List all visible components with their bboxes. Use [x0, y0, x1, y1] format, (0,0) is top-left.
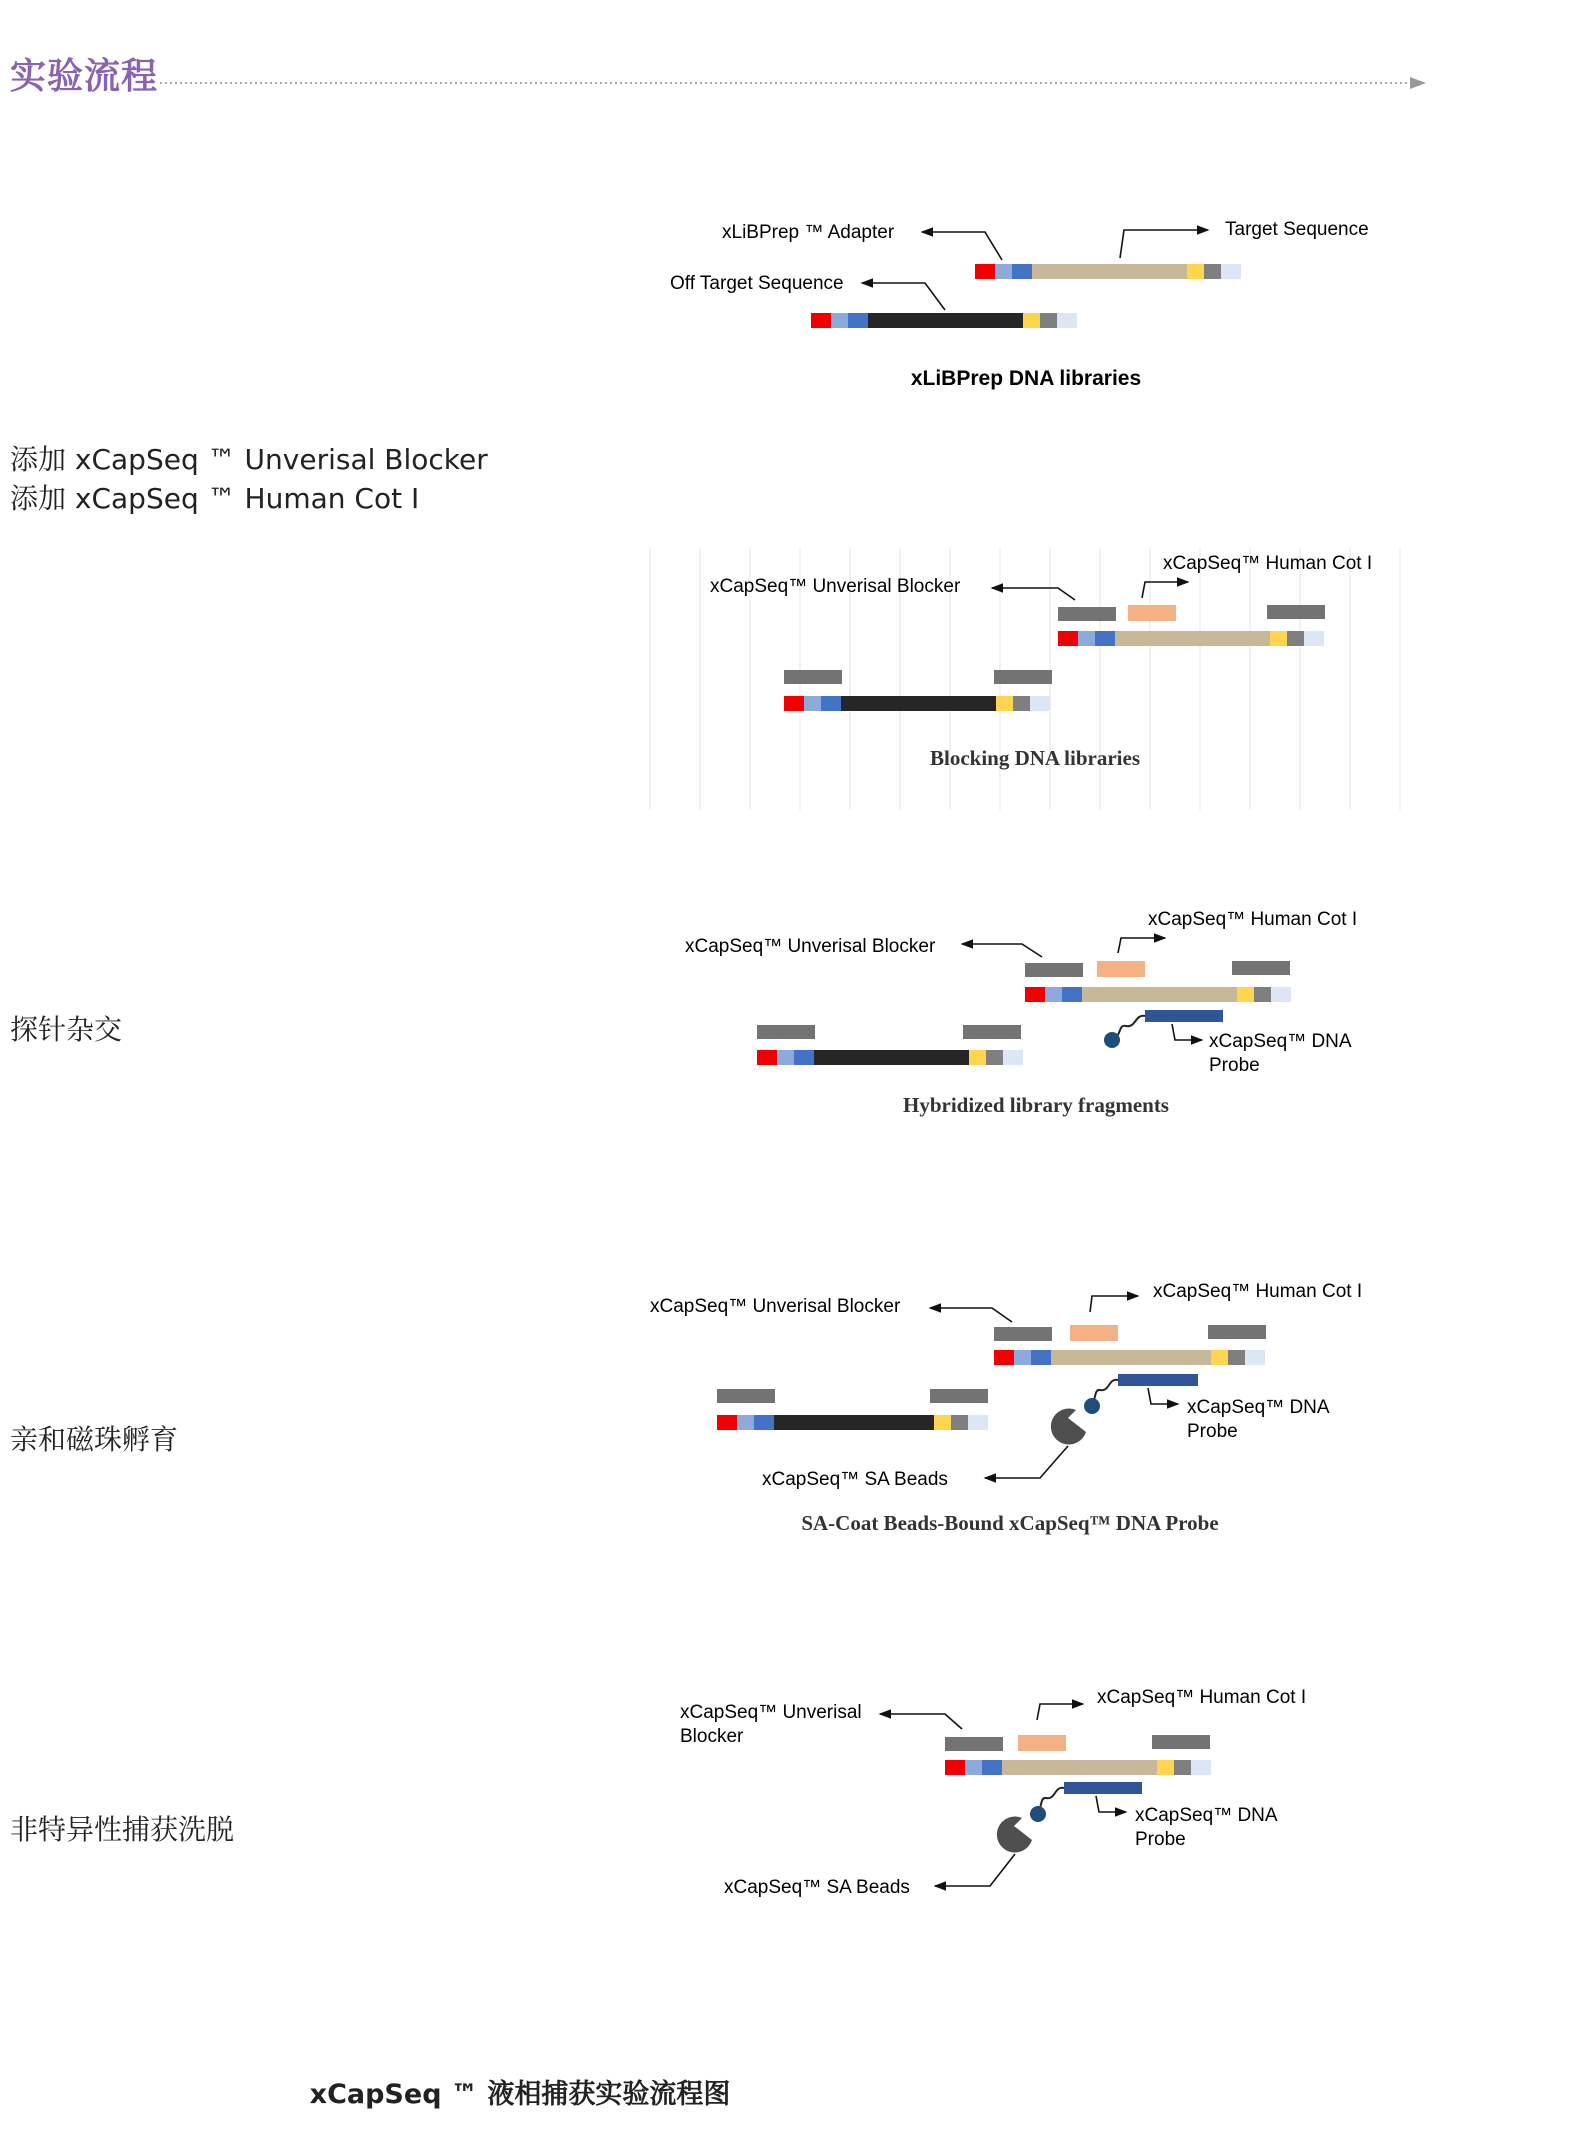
- caption-hybridized: Hybridized library fragments: [903, 1093, 1169, 1117]
- target-leader: [1120, 230, 1208, 258]
- probe-label: xCapSeq™ DNA: [1187, 1397, 1330, 1418]
- diagram-hybridization: [685, 909, 1357, 1117]
- target-sequence-label: Target Sequence: [1225, 219, 1369, 240]
- diagram-libraries: [670, 219, 1369, 390]
- blocker-label: xCapSeq™ Unverisal: [680, 1702, 862, 1723]
- cot-label: xCapSeq™ Human Cot I: [1097, 1687, 1307, 1708]
- off-target-label: Off Target Sequence: [670, 273, 844, 294]
- dna-probe: [1145, 1010, 1223, 1022]
- blocker-label: xCapSeq™ Unverisal Blocker: [650, 1296, 901, 1317]
- biotin-dot: [1104, 1032, 1120, 1048]
- diagram-bead-binding: [650, 1281, 1362, 1535]
- step-label-hybridization: 探针杂交: [10, 1013, 123, 1046]
- svg-text:Probe: Probe: [1209, 1055, 1260, 1076]
- diagram-elution: [680, 1687, 1306, 1898]
- probe-label: xCapSeq™ DNA: [1209, 1031, 1352, 1052]
- step-label-wash-elution: 非特异性捕获洗脱: [10, 1813, 235, 1846]
- blocker-label: xCapSeq™ Unverisal Blocker: [685, 936, 936, 957]
- figure-caption: xCapSeq ™ 液相捕获实验流程图: [309, 2079, 731, 2110]
- cot-label: xCapSeq™ Human Cot I: [1153, 1281, 1363, 1302]
- off-target-leader: [862, 283, 945, 310]
- caption-blocking: Blocking DNA libraries: [929, 746, 1141, 770]
- adapter-label: xLiBPrep ™ Adapter: [722, 222, 895, 243]
- diagram-blocking: [650, 548, 1400, 810]
- sa-beads-label: xCapSeq™ SA Beads: [724, 1877, 910, 1898]
- svg-text:Probe: Probe: [1187, 1421, 1238, 1442]
- sa-beads-label: xCapSeq™ SA Beads: [762, 1469, 948, 1490]
- probe-label: xCapSeq™ DNA: [1135, 1805, 1278, 1826]
- caption-libraries: xLiBPrep DNA libraries: [910, 367, 1142, 390]
- svg-text:Probe: Probe: [1135, 1829, 1186, 1850]
- cot-label: xCapSeq™ Human Cot I: [1148, 909, 1358, 930]
- adapter-leader: [922, 232, 1002, 260]
- off-target-fragment: [811, 313, 1077, 328]
- cot-label: xCapSeq™ Human Cot I: [1163, 553, 1373, 574]
- blocker-label: xCapSeq™ Unverisal Blocker: [710, 576, 961, 597]
- step-label-bead-incubation: 亲和磁珠孵育: [10, 1423, 179, 1456]
- page-title: 实验流程: [10, 56, 159, 97]
- target-fragment: [975, 264, 1241, 279]
- svg-text:Blocker: Blocker: [680, 1726, 744, 1747]
- step-label-add-blocker: 添加 xCapSeq ™ Unverisal Blocker: [10, 443, 488, 476]
- caption-bead-bound: SA-Coat Beads-Bound xCapSeq™ DNA Probe: [801, 1511, 1219, 1535]
- step-label-add-cot: 添加 xCapSeq ™ Human Cot I: [10, 482, 420, 515]
